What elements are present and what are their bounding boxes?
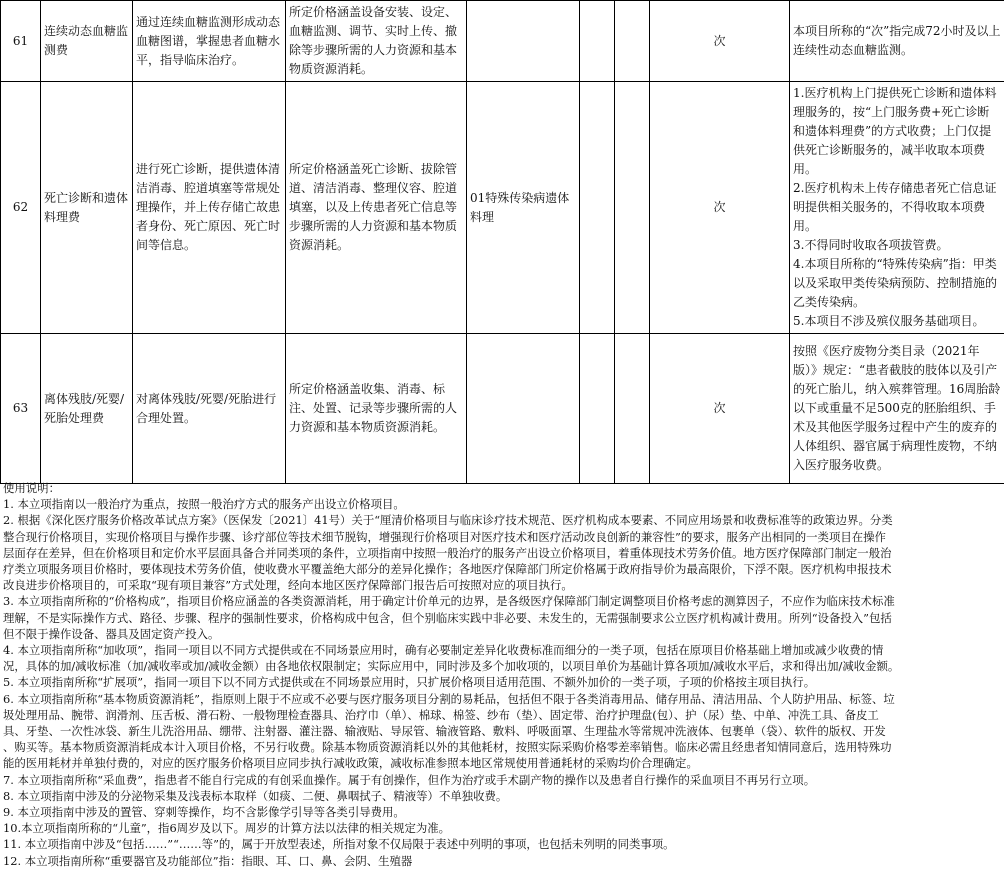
item-price-composition: 所定价格涵盖收集、消毒、标注、处置、记录等步骤所需的人力资源和基本物质资源消耗。 [286, 334, 467, 484]
item-service-content: 通过连续血糖监测形成动态血糖图谱，掌握患者血糖水平，指导临床治疗。 [133, 1, 286, 82]
item-note-line: 1.医疗机构上门提供死亡诊断和遗体料理服务的，按“上门服务费+死亡诊断和遗体料理费”的方式收费；上门仅提供死亡诊断服务的，减半收取本项费用。 [793, 84, 1001, 179]
item-unit: 次 [650, 1, 790, 82]
item-number: 62 [1, 82, 41, 334]
item-blank-cell [580, 334, 615, 484]
usage-line: 具、牙垫、一次性冰袋、新生儿洗浴用品、绷带、注射器、灌注器、输液贴、导尿管、输液管路、敷料、呼吸面罩、生理盐水等常规冲洗液体、包裹单（袋）、软件的版权、开发 [3, 723, 1001, 739]
item-unit: 次 [650, 334, 790, 484]
item-name: 连续动态血糖监测费 [41, 1, 133, 82]
item-note-line: 3.不得同时收取各项拔管费。 [793, 236, 1001, 255]
item-note-line: 按照《医疗废物分类目录（2021年版）》规定：“患者截肢的肢体以及引产的死亡胎儿，纳入殡葬管理。16周胎龄以下或重量不足500克的胚胎组织、手术及其他医学服务过程中产生的废弃的人体组织、器官属于病理性废物，不纳入医疗服务收费。 [793, 342, 1001, 475]
usage-line: 圾处理用品、腕带、润滑剂、压舌板、滑石粉、一般物理检查器具、治疗巾（单）、棉球、棉签、纱布（垫）、固定带、治疗护理盘(包）、护（尿）垫、中单、冲洗工具、备皮工 [3, 707, 1001, 723]
table-row [1, 334, 1004, 484]
item-service-content: 进行死亡诊断，提供遗体清洁消毒、腔道填塞等常规处理操作，并上传存储亡故患者身份、死亡原因、死亡时间等信息。 [133, 82, 286, 334]
item-name: 死亡诊断和遗体料理费 [41, 82, 133, 334]
usage-line: 3. 本立项指南所称的“价格构成”，指项目价格应涵盖的各类资源消耗，用于确定计价单元的边界，是各级医疗保障部门制定调整项目价格考虑的测算因子，不应作为临床技术标准 [3, 593, 1001, 609]
usage-line: 11. 本立项指南中涉及“包括……”“……等”的，属于开放型表述，所指对象不仅局限于表述中列明的事项，也包括未列明的同类事项。 [3, 836, 1001, 852]
usage-title: 使用说明： [3, 480, 1001, 496]
item-unit: 次 [650, 82, 790, 334]
item-blank-cell [615, 82, 650, 334]
usage-line: 7. 本立项指南所称“采血费”，指患者不能自行完成的有创采血操作。属于有创操作，但作为治疗或手术副产物的操作以及患者自行操作的采血项目不再另行立项。 [3, 772, 1001, 788]
table-row [1, 82, 1004, 334]
item-extension: 01特殊传染病遗体料理 [467, 82, 580, 334]
item-extension [467, 334, 580, 484]
usage-line: 疗类立项服务项目价格时，要体现技术劳务价值，使收费水平覆盖绝大部分的差异化操作；各地医疗保障部门所定价格属于政府指导价为最高限价，下浮不限。医疗机构申报技术 [3, 561, 1001, 577]
usage-line: 10.本立项指南所称的“儿童”，指6周岁及以下。周岁的计算方法以法律的相关规定为准。 [3, 820, 1001, 836]
item-notes [790, 82, 1004, 334]
item-note-line: 4.本项目所称的“特殊传染病”指：甲类以及采取甲类传染病预防、控制措施的乙类传染病。 [793, 255, 1001, 312]
usage-line: 整合现行价格项目，实现价格项目与操作步骤、诊疗部位等技术细节脱钩，增强现行价格项目对医疗技术和医疗活动改良创新的兼容性”的要求，服务产出相同的一类项目在操作 [3, 529, 1001, 545]
usage-line: 层面存在差异，但在价格项目和定价水平层面具备合并同类项的条件，立项指南中按照一般治疗的服务产出设立价格项目，着重体现技术劳务价值。地方医疗保障部门制定一般治 [3, 545, 1001, 561]
usage-line: 况，具体的加/减收标准（加/减收率或加/减收金额）由各地依权限制定；实际应用中，同时涉及多个加收项的，以项目单价为基础计算各项加/减收水平后，求和得出加/减收金额。 [3, 658, 1001, 674]
usage-line: 、购买等。基本物质资源消耗成本计入项目价格，不另行收费。除基本物质资源消耗以外的其他耗材，按照实际采购价格零差率销售。临床必需且经患者知情同意后，选用特殊功 [3, 739, 1001, 755]
usage-line: 1. 本立项指南以一般治疗为重点，按照一般治疗方式的服务产出设立价格项目。 [3, 496, 1001, 512]
item-extension [467, 1, 580, 82]
item-note-line: 2.医疗机构未上传存储患者死亡信息证明提供相关服务的，不得收取本项费用。 [793, 179, 1001, 236]
item-note-line: 5.本项目不涉及殡仪服务基础项目。 [793, 312, 1001, 331]
item-note-line: 本项目所称的“次”指完成72小时及以上连续性动态血糖监测。 [793, 22, 1001, 60]
item-notes [790, 334, 1004, 484]
item-blank-cell [615, 334, 650, 484]
usage-line: 12. 本立项指南所称“重要器官及功能部位”指：指眼、耳、口、鼻、会阴、生殖器 [3, 853, 1001, 869]
item-blank-cell [615, 1, 650, 82]
usage-line: 9. 本立项指南中涉及的置管、穿刺等操作，均不含影像学引导等各类引导费用。 [3, 804, 1001, 820]
item-price-composition: 所定价格涵盖设备安装、设定、血糖监测、调节、实时上传、撤除等步骤所需的人力资源和基本物质资源消耗。 [286, 1, 467, 82]
item-blank-cell [580, 1, 615, 82]
usage-line: 2. 根据《深化医疗服务价格改革试点方案》（医保发〔2021〕41号）关于“厘清价格项目与临床诊疗技术规范、医疗机构成本要素、不同应用场景和收费标准等的政策边界。分类 [3, 512, 1001, 528]
item-service-content: 对离体残肢/死婴/死胎进行合理处置。 [133, 334, 286, 484]
item-notes [790, 1, 1004, 82]
usage-line: 能的医用耗材并单独付费的，对应的医疗服务价格项目应同步执行减收政策，减收标准参照本地区常规使用普通耗材的采购均价合理确定。 [3, 755, 1001, 771]
table-row [1, 1, 1004, 82]
usage-line: 5. 本立项指南所称“扩展项”，指同一项目下以不同方式提供或在不同场景应用时，只扩展价格项目适用范围、不额外加价的一类子项，子项的价格按主项目执行。 [3, 674, 1001, 690]
usage-line: 改良进步价格项目的，可采取“现有项目兼容”方式处理，经向本地区医疗保障部门报告后可按照对应的项目执行。 [3, 577, 1001, 593]
usage-line: 6. 本立项指南所称“基本物质资源消耗”，指原则上限于不应或不必要与医疗服务项目分割的易耗品，包括但不限于各类消毒用品、储存用品、清洁用品、个人防护用品、标签、垃 [3, 691, 1001, 707]
usage-line: 但不限于操作设备、器具及固定资产投入。 [3, 626, 1001, 642]
item-number: 61 [1, 1, 41, 82]
item-blank-cell [580, 82, 615, 334]
usage-line: 4. 本立项指南所称“加收项”，指同一项目以不同方式提供或在不同场景应用时，确有必要制定差异化收费标准而细分的一类子项，包括在原项目价格基础上增加或减少收费的情 [3, 642, 1001, 658]
item-number: 63 [1, 334, 41, 484]
usage-line: 8. 本立项指南中涉及的分泌物采集及浅表标本取样（如痰、二便、鼻咽拭子、精液等）不单独收费。 [3, 788, 1001, 804]
item-price-composition: 所定价格涵盖死亡诊断、拔除管道、清洁消毒、整理仪容、腔道填塞，以及上传患者死亡信息等步骤所需的人力资源和基本物质资源消耗。 [286, 82, 467, 334]
usage-notes [3, 480, 1001, 869]
usage-line: 理解，不是实际操作方式、路径、步骤、程序的强制性要求，价格构成中包含，但个别临床实践中非必要、未发生的，无需强制要求公立医疗机构减计费用。所列“设备投入”包括 [3, 610, 1001, 626]
item-name: 离体残肢/死婴/死胎处理费 [41, 334, 133, 484]
